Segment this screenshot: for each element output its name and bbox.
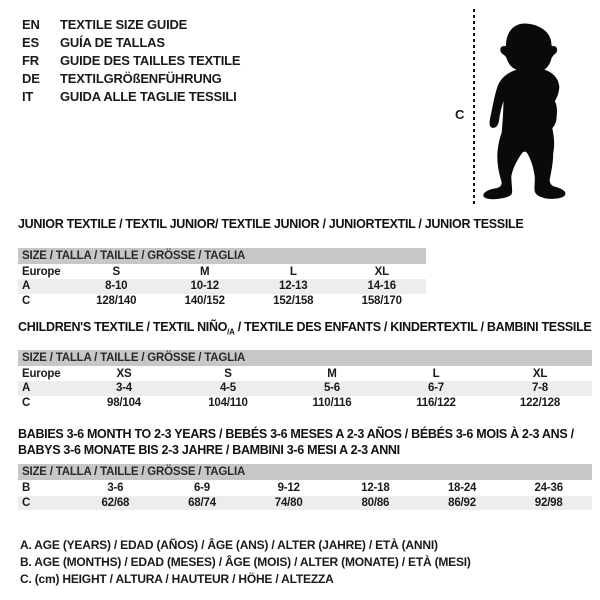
table-cell: 5-6	[323, 382, 341, 394]
table-cell: 116/122	[416, 396, 456, 409]
table-row	[18, 381, 592, 396]
table-row	[18, 367, 592, 382]
table-row	[18, 481, 592, 496]
row-label: B	[22, 482, 31, 494]
table-cell: 140/152	[184, 294, 225, 307]
table-row	[18, 496, 592, 511]
language-title: TEXTILGRÖßENFÜHRUNG	[60, 71, 222, 86]
table-cell: 122/128	[519, 396, 561, 409]
row-label: A	[22, 382, 31, 394]
language-code: DE	[22, 71, 40, 86]
title-subscript: /A	[227, 327, 235, 337]
babies-table-rows	[18, 481, 592, 510]
table-row	[18, 396, 592, 411]
table-cell: 6-7	[427, 382, 445, 394]
table-cell: 10-12	[190, 280, 219, 292]
language-title: GUÍA DE TALLAS	[60, 35, 165, 50]
table-row	[18, 265, 426, 280]
table-cell: 110/116	[312, 396, 352, 409]
table-cell: 80/86	[361, 496, 390, 509]
table-cell: 3-6	[107, 482, 124, 494]
height-measure-dashed-line	[473, 9, 475, 207]
table-row	[18, 279, 426, 294]
language-row	[22, 88, 240, 106]
row-label: A	[22, 280, 31, 292]
table-cell: L	[432, 367, 440, 380]
title-line-1: BABIES 3-6 MONTH TO 2-3 YEARS / BEBÉS 3-6 MESES A 2-3 AÑOS / BÉBÉS 3-6 MOIS À 2-3 ANS /	[18, 427, 574, 441]
table-cell: S	[224, 367, 232, 380]
language-code: IT	[22, 89, 34, 104]
language-title: TEXTILE SIZE GUIDE	[60, 17, 188, 32]
table-cell: 158/170	[361, 294, 402, 307]
table-cell: 128/140	[96, 294, 137, 307]
table-cell: 18-24	[447, 482, 477, 494]
footnotes-block	[20, 537, 471, 588]
title-text: JUNIOR TEXTILE / TEXTIL JUNIOR/ TEXTILE JUNIOR / JUNIORTEXTIL / JUNIOR TESSILE	[18, 217, 524, 231]
table-cell: 24-36	[534, 482, 563, 494]
title-text: CHILDREN'S TEXTILE / TEXTIL NIÑO	[18, 320, 228, 334]
baby-silhouette-image	[479, 10, 575, 208]
table-row	[18, 294, 426, 309]
language-row	[22, 70, 240, 88]
table-cell: S	[112, 265, 120, 278]
row-label: Europe	[22, 265, 61, 278]
row-label: Europe	[22, 367, 61, 380]
table-cell: 104/110	[208, 396, 248, 409]
children-table-rows	[18, 367, 592, 411]
table-cell: 152/158	[273, 294, 314, 307]
table-cell: 14-16	[367, 280, 396, 292]
language-row	[22, 34, 240, 52]
language-title-block	[22, 16, 240, 106]
table-cell: L	[289, 265, 297, 278]
size-header-band: SIZE / TALLA / TAILLE / GRÖSSE / TAGLIA	[18, 464, 592, 480]
height-measure-label: C	[455, 107, 465, 122]
table-cell: 86/92	[448, 496, 476, 509]
table-cell: 98/104	[107, 396, 141, 409]
table-cell: XS	[116, 367, 132, 380]
table-cell: 62/68	[101, 496, 130, 509]
table-cell: XL	[532, 367, 548, 380]
table-cell: M	[200, 265, 210, 278]
children-table-section	[18, 320, 592, 410]
table-cell: XL	[374, 265, 389, 278]
children-table-title	[18, 320, 592, 340]
language-code: EN	[22, 17, 40, 32]
footnote-c: C. (cm) HEIGHT / ALTURA / HAUTEUR / HÖHE / ALTEZZA	[20, 572, 334, 586]
language-row	[22, 16, 240, 34]
table-cell: 6-9	[193, 482, 211, 494]
title-line-2: BABYS 3-6 MONATE BIS 2-3 JAHRE / BAMBINI 3-6 MESI A 2-3 ANNI	[18, 443, 400, 457]
babies-table-title	[18, 426, 592, 458]
table-cell: 68/74	[188, 496, 216, 509]
language-row	[22, 52, 240, 70]
junior-table-section	[18, 217, 524, 308]
footnote-a: A. AGE (YEARS) / EDAD (AÑOS) / ÂGE (ANS) / ALTER (JAHRE) / ETÀ (ANNI)	[20, 538, 438, 552]
table-cell: 12-18	[361, 482, 390, 494]
row-label: C	[22, 396, 31, 409]
footnote-b: B. AGE (MONTHS) / EDAD (MESES) / ÂGE (MOIS) / ALTER (MONATE) / ETÀ (MESI)	[20, 555, 471, 569]
row-label: C	[22, 294, 31, 307]
babies-table-section	[18, 426, 592, 510]
table-cell: 7-8	[531, 382, 549, 394]
table-cell: 4-5	[219, 382, 237, 394]
language-title: GUIDA ALLE TAGLIE TESSILI	[60, 89, 237, 104]
language-code: FR	[22, 53, 39, 68]
language-title: GUIDE DES TAILLES TEXTILE	[60, 53, 241, 68]
table-cell: 92/98	[534, 496, 563, 509]
table-cell: 3-4	[115, 382, 133, 394]
size-header-band: SIZE / TALLA / TAILLE / GRÖSSE / TAGLIA	[18, 350, 592, 366]
table-cell: M	[327, 367, 337, 380]
size-header-band: SIZE / TALLA / TAILLE / GRÖSSE / TAGLIA	[18, 248, 426, 264]
table-cell: 12-13	[279, 280, 308, 292]
table-cell: 74/80	[274, 496, 303, 509]
junior-table-title	[18, 217, 524, 237]
table-cell: 8-10	[105, 280, 128, 292]
table-cell: 9-12	[277, 482, 300, 494]
junior-table-rows	[18, 265, 426, 309]
row-label: C	[22, 496, 31, 509]
language-code: ES	[22, 35, 39, 50]
title-text: / TEXTILE DES ENFANTS / KINDERTEXTIL / BAMBINI TESSILE	[234, 320, 592, 334]
